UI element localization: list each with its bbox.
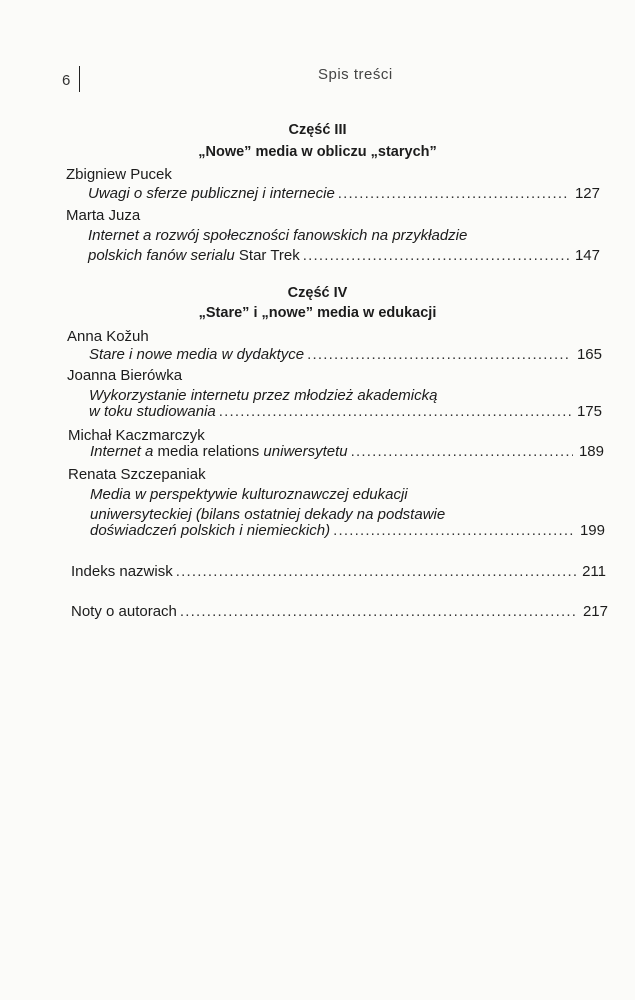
page-number: 6: [62, 72, 71, 89]
toc-page-ref: 217: [582, 603, 608, 620]
part-3-subtitle: „Nowe” media w obliczu „starych”: [198, 144, 437, 160]
toc-entry-title-part: uniwersytetu: [259, 443, 348, 460]
toc-page-ref: 189: [578, 443, 604, 460]
part-4-heading: Część IV: [287, 285, 348, 301]
toc-author: Anna Kožuh: [67, 328, 149, 345]
toc-author: Marta Juza: [66, 207, 141, 224]
running-title: Spis treści: [318, 66, 393, 83]
toc-author: Michał Kaczmarczyk: [68, 427, 205, 444]
dot-leader: [180, 603, 577, 620]
toc-page-ref: 147: [574, 247, 600, 264]
dot-leader: [307, 346, 571, 363]
part-3-heading: Część III: [288, 122, 347, 138]
part-4-subtitle: „Stare” i „nowe” media w edukacji: [198, 305, 437, 321]
dot-leader: [303, 247, 569, 264]
toc-entry[interactable]: [88, 247, 600, 264]
toc-entry-title-cont: w toku studiowania: [89, 403, 216, 420]
toc-entry[interactable]: [90, 443, 604, 460]
dot-leader: [176, 563, 576, 580]
header-divider: [79, 66, 80, 92]
toc-page-ref: 199: [579, 522, 605, 539]
toc-entry-title: [90, 443, 348, 460]
toc-author: Joanna Bierówka: [67, 367, 183, 384]
toc-page-ref: 165: [576, 346, 602, 363]
toc-entry-label: Noty o autorach: [71, 603, 177, 620]
toc-page-ref: 127: [574, 185, 600, 202]
toc-entry-title-roman: media relations: [157, 443, 260, 460]
toc-entry-title: uniwersyteckiej (bilans ostatniej dekady na podstawie: [90, 506, 446, 523]
toc-entry[interactable]: [88, 185, 600, 202]
toc-entry-title: Media w perspektywie kulturoznawczej edukacji: [90, 486, 408, 503]
toc-entry[interactable]: [89, 346, 602, 363]
toc-entry[interactable]: [89, 403, 602, 420]
toc-entry-authors[interactable]: [71, 603, 608, 620]
toc-entry-title: Uwagi o sferze publicznej i internecie: [88, 185, 335, 202]
toc-entry-title-cont: doświadczeń polskich i niemieckich): [90, 522, 331, 539]
toc-entry-title-roman: Star Trek: [234, 247, 300, 264]
toc-author: Zbigniew Pucek: [66, 166, 172, 183]
dot-leader: [351, 443, 573, 460]
toc-entry-title-part: Internet a: [90, 443, 158, 460]
toc-entry[interactable]: [90, 522, 605, 539]
toc-entry-title: Stare i nowe media w dydaktyce: [89, 346, 305, 363]
toc-page-ref: 211: [582, 563, 606, 580]
toc-entry-title: Internet a rozwój społeczności fanowskich na przykładzie: [88, 227, 468, 244]
toc-entry-label: Indeks nazwisk: [71, 563, 173, 580]
toc-entry-index[interactable]: [71, 563, 606, 580]
toc-author: Renata Szczepaniak: [68, 466, 206, 483]
dot-leader: [338, 185, 569, 202]
toc-page-ref: 175: [576, 403, 602, 420]
toc-entry-title: Wykorzystanie internetu przez młodzież akademicką: [89, 387, 438, 404]
dot-leader: [333, 522, 574, 539]
dot-leader: [219, 403, 571, 420]
toc-entry-title-cont: [88, 247, 300, 264]
toc-entry-title-part: polskich fanów serialu: [88, 247, 235, 264]
